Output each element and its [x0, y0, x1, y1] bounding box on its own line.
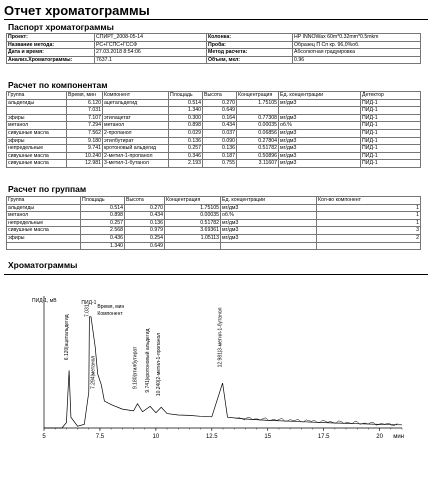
group-cell: непредельные — [7, 219, 81, 227]
groups-title: Расчет по группам — [8, 184, 87, 194]
chromatogram-chart — [30, 290, 418, 442]
passport-cell: 7637.1 — [95, 56, 207, 64]
component-cell: 0.50896 — [237, 152, 279, 160]
group-cell: 0.254 — [125, 234, 165, 242]
component-cell: мг/дм3 — [279, 99, 361, 107]
peak-label: 9.180|этилбутират — [132, 346, 139, 389]
component-row — [7, 122, 421, 130]
component-cell: эфиры — [7, 114, 67, 122]
group-row — [7, 204, 421, 212]
components-table — [6, 91, 421, 168]
component-cell — [279, 107, 361, 115]
component-cell: 0.77308 — [237, 114, 279, 122]
component-cell: 0.434 — [203, 122, 237, 130]
passport-cell: Проект: — [7, 34, 95, 42]
component-cell: 0.029 — [169, 129, 203, 137]
group-cell: 0.979 — [125, 227, 165, 235]
component-cell: сивушные масла — [7, 152, 67, 160]
component-cell: ПИД-1 — [361, 107, 421, 115]
group-cell: мг/дм3 — [221, 227, 317, 235]
component-cell: ПИД-1 — [361, 122, 421, 130]
passport-row — [7, 49, 421, 57]
component-row — [7, 129, 421, 137]
component-header-cell: Время, мин — [67, 92, 103, 100]
peak-label: 12.981|3-метил-1-бутанол — [217, 307, 224, 368]
group-cell: эфиры — [7, 234, 81, 242]
component-cell: 0.257 — [169, 145, 203, 153]
group-cell: 1 — [317, 219, 421, 227]
group-cell: 1.340 — [81, 242, 125, 250]
component-label: Компонент — [97, 311, 123, 317]
component-cell: ПИД-1 — [361, 137, 421, 145]
peak-label: 9.741|кротоновый альдегид — [145, 328, 152, 393]
component-cell: 0.00035 — [237, 122, 279, 130]
group-header-row — [7, 197, 421, 205]
group-cell: 2 — [317, 234, 421, 242]
group-cell: 0.00035 — [165, 212, 221, 220]
component-row — [7, 137, 421, 145]
passport-cell: Колонка: — [207, 34, 293, 42]
component-cell: 0.51782 — [237, 145, 279, 153]
passport-cell: Объем, мкл: — [207, 56, 293, 64]
group-cell: 0.436 — [81, 234, 125, 242]
passport-cell: 0.96 — [293, 56, 421, 64]
component-cell: 7.031 — [67, 107, 103, 115]
group-cell: 1 — [317, 204, 421, 212]
passport-cell: Дата и время: — [7, 49, 95, 57]
component-cell: ПИД-1 — [361, 114, 421, 122]
component-cell: 9.741 — [67, 145, 103, 153]
x-tick-label: 10 — [152, 434, 160, 440]
group-cell: 1.05113 — [165, 234, 221, 242]
group-header-cell: Высота — [125, 197, 165, 205]
component-cell: 0.300 — [169, 114, 203, 122]
component-cell: 10.240 — [67, 152, 103, 160]
group-header-cell: Ед. концентрации — [221, 197, 317, 205]
component-cell: 1.340 — [169, 107, 203, 115]
passport-row — [7, 41, 421, 49]
component-cell: мг/дм3 — [279, 160, 361, 168]
component-cell: 0.755 — [203, 160, 237, 168]
component-cell: 2.193 — [169, 160, 203, 168]
component-cell: 7.294 — [67, 122, 103, 130]
component-cell: 0.164 — [203, 114, 237, 122]
component-cell — [7, 107, 67, 115]
component-cell: ПИД-1 — [361, 152, 421, 160]
components-title: Расчет по компонентам — [8, 80, 108, 90]
component-header-cell: Детектор — [361, 92, 421, 100]
component-cell: об.% — [279, 122, 361, 130]
group-cell: сивушные масла — [7, 227, 81, 235]
component-row — [7, 160, 421, 168]
component-cell: 0.649 — [203, 107, 237, 115]
component-cell: 2-метил-1-пропанол — [103, 152, 169, 160]
passport-cell: 27.03.2018 8:54:06 — [95, 49, 207, 57]
component-cell: ПИД-1 — [361, 129, 421, 137]
component-cell: 0.06856 — [237, 129, 279, 137]
passport-cell: Метод расчета: — [207, 49, 293, 57]
component-header-cell: Компонент — [103, 92, 169, 100]
peak-label: 6.120|ацетальдегид — [64, 314, 71, 361]
passport-cell: HP INNOWax 60m*0.32mm*0.5mkm — [293, 34, 421, 42]
x-unit-label: мин — [393, 434, 404, 440]
component-cell: 0.136 — [203, 145, 237, 153]
group-cell: 0.257 — [81, 219, 125, 227]
report-title: Отчет хроматограммы — [4, 3, 150, 18]
group-cell: альдегиды — [7, 204, 81, 212]
component-cell: эфиры — [7, 137, 67, 145]
passport-cell: Образец П Сп кр. 96,0%об. — [293, 41, 421, 49]
group-row — [7, 219, 421, 227]
component-cell: 0.27804 — [237, 137, 279, 145]
group-cell: мг/дм3 — [221, 219, 317, 227]
group-cell: метанол — [7, 212, 81, 220]
component-row — [7, 114, 421, 122]
component-cell: 0.270 — [203, 99, 237, 107]
component-cell: 7.107 — [67, 114, 103, 122]
component-cell: 2-пропанол — [103, 129, 169, 137]
component-cell: 3-метил-1-бутанол — [103, 160, 169, 168]
title-divider — [4, 19, 428, 20]
peak-label: 7.294|метанол — [90, 355, 97, 389]
passport-row — [7, 34, 421, 42]
component-row — [7, 107, 421, 115]
component-cell — [237, 107, 279, 115]
component-cell: этилацетат — [103, 114, 169, 122]
component-cell: 0.090 — [203, 137, 237, 145]
x-tick-label: 12.5 — [205, 434, 218, 440]
component-cell: 3.11607 — [237, 160, 279, 168]
component-cell: 12.981 — [67, 160, 103, 168]
group-cell: мг/дм3 — [221, 234, 317, 242]
group-cell: 1 — [317, 212, 421, 220]
component-cell: альдегиды — [7, 99, 67, 107]
component-cell: 0.136 — [169, 137, 203, 145]
component-cell: 1.75105 — [237, 99, 279, 107]
chromatogram-svg — [30, 290, 418, 442]
component-cell — [103, 107, 169, 115]
component-cell: ПИД-1 — [361, 99, 421, 107]
group-cell: 1.75105 — [165, 204, 221, 212]
component-cell: этилбутират — [103, 137, 169, 145]
group-cell — [7, 242, 81, 250]
component-cell: 0.346 — [169, 152, 203, 160]
group-cell: 0.898 — [81, 212, 125, 220]
component-cell: мг/дм3 — [279, 152, 361, 160]
group-cell — [165, 242, 221, 250]
component-cell: мг/дм3 — [279, 129, 361, 137]
component-cell: 0.187 — [203, 152, 237, 160]
groups-table — [6, 196, 421, 250]
component-row — [7, 99, 421, 107]
group-cell: мг/дм3 — [221, 204, 317, 212]
component-cell: кротоновый альдегид — [103, 145, 169, 153]
passport-cell: Абсолютная градуировка — [293, 49, 421, 57]
x-tick-label: 7.5 — [95, 434, 105, 440]
group-cell: 0.434 — [125, 212, 165, 220]
component-cell: мг/дм3 — [279, 137, 361, 145]
group-cell: 0.514 — [81, 204, 125, 212]
group-row — [7, 234, 421, 242]
passport-cell: Проба: — [207, 41, 293, 49]
time-label: Время, мин — [97, 304, 125, 310]
group-cell: 3 — [317, 227, 421, 235]
group-row — [7, 227, 421, 235]
group-cell — [221, 242, 317, 250]
group-cell: 3.69361 — [165, 227, 221, 235]
component-cell: непредельные — [7, 145, 67, 153]
group-cell: 0.136 — [125, 219, 165, 227]
component-header-cell: Площадь — [169, 92, 203, 100]
group-cell: 0.649 — [125, 242, 165, 250]
group-row — [7, 242, 421, 250]
component-row — [7, 145, 421, 153]
component-cell: метанол — [103, 122, 169, 130]
peak-label: 10.240|2-метил-1-пропанол — [156, 332, 163, 397]
x-tick-label: 17.5 — [317, 434, 330, 440]
component-cell: 0.898 — [169, 122, 203, 130]
passport-row — [7, 56, 421, 64]
passport-cell: Анализ.Хроматограммы: — [7, 56, 95, 64]
group-header-cell: Площадь — [81, 197, 125, 205]
component-cell: 9.180 — [67, 137, 103, 145]
component-cell: ПИД-1 — [361, 160, 421, 168]
group-cell: об.% — [221, 212, 317, 220]
passport-cell: РС+ГСПС+ГССФ — [95, 41, 207, 49]
group-cell: 0.270 — [125, 204, 165, 212]
component-header-cell: Ед. концентрации — [279, 92, 361, 100]
x-tick-label: 20 — [376, 434, 383, 440]
passport-cell: Название метода: — [7, 41, 95, 49]
component-cell: мг/дм3 — [279, 114, 361, 122]
component-header-cell: Группа — [7, 92, 67, 100]
x-tick-label: 5 — [42, 434, 46, 440]
group-cell — [317, 242, 421, 250]
group-row — [7, 212, 421, 220]
passport-cell: СПИРТ_2008-05-14 — [95, 34, 207, 42]
y-axis-label: ПИД-1, мВ — [32, 298, 57, 304]
component-cell: 7.562 — [67, 129, 103, 137]
passport-title: Паспорт хроматограммы — [8, 22, 114, 32]
x-tick-label: 15 — [264, 434, 272, 440]
passport-table — [6, 33, 421, 64]
group-cell: 0.51782 — [165, 219, 221, 227]
component-cell: 0.514 — [169, 99, 203, 107]
component-cell: 0.037 — [203, 129, 237, 137]
component-row — [7, 152, 421, 160]
chromatogram-divider — [4, 274, 428, 275]
component-cell: ацетальдегид — [103, 99, 169, 107]
component-cell: ПИД-1 — [361, 145, 421, 153]
group-header-cell: Концентрация — [165, 197, 221, 205]
component-header-cell: Концентрация — [237, 92, 279, 100]
component-cell: 6.120 — [67, 99, 103, 107]
component-cell: метанол — [7, 122, 67, 130]
peak-label: 7.031 — [84, 304, 91, 317]
component-cell: сивушные масла — [7, 160, 67, 168]
group-cell: 2.568 — [81, 227, 125, 235]
group-header-cell: Группа — [7, 197, 81, 205]
component-header-row — [7, 92, 421, 100]
component-cell: сивушные масла — [7, 129, 67, 137]
component-header-cell: Высота — [203, 92, 237, 100]
component-cell: мг/дм3 — [279, 145, 361, 153]
group-header-cell: Кол-во компонент — [317, 197, 421, 205]
chromatogram-title: Хроматограммы — [8, 260, 78, 270]
detector-label: ПИД-1 — [81, 300, 97, 306]
